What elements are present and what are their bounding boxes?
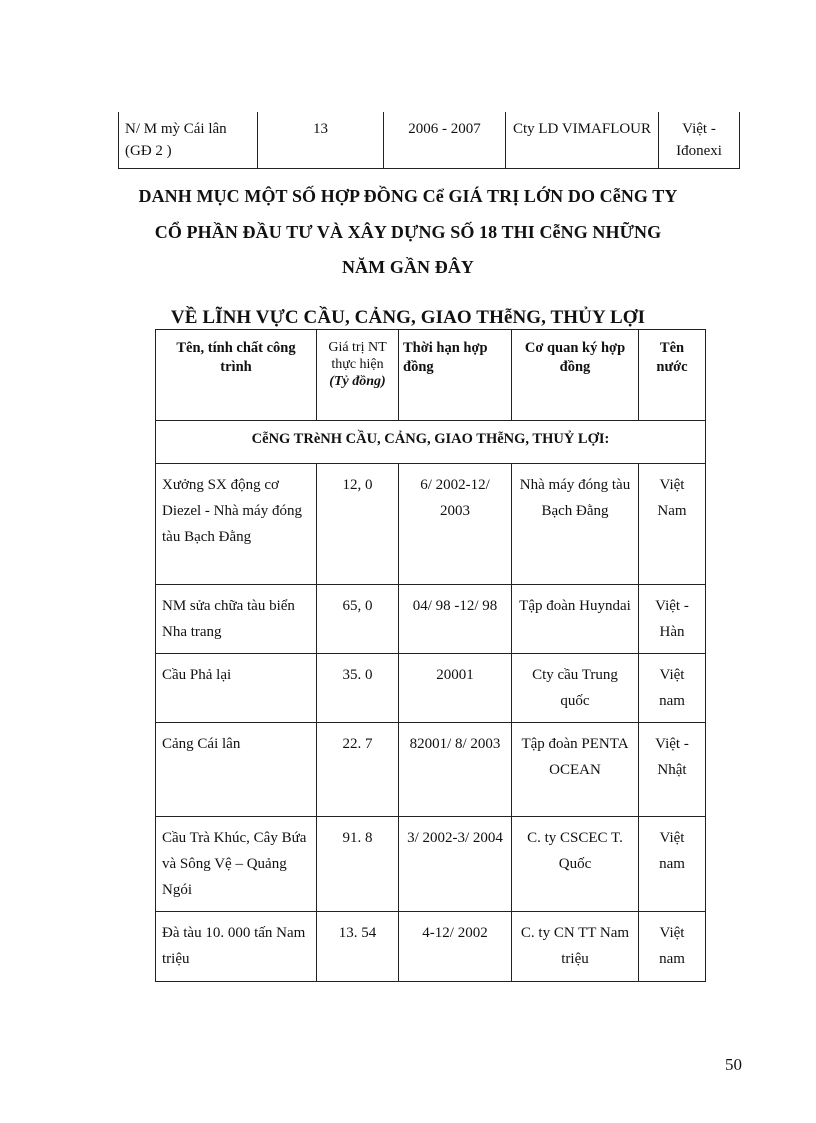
cell-name: Cầu Trà Khúc, Cây Bứa và Sông Vệ – Quảng Ngói (156, 817, 317, 912)
section-subtitle: VỀ LĨNH VỰC CẦU, CẢNG, GIAO THễNG, THỦY LỢI (170, 307, 646, 328)
continuation-table (118, 112, 740, 169)
header-name: Tên, tính chất công trình (156, 330, 317, 421)
header-agency: Cơ quan ký hợp đồng (512, 330, 639, 421)
cell-name: Đà tàu 10. 000 tấn Nam triệu (156, 912, 317, 982)
cell-country: Việt - Iđonexi (659, 112, 740, 169)
cell-agency: Tập đoàn Huyndai (512, 585, 639, 654)
cell-name: N/ M mỳ Cái lân (GĐ 2 ) (119, 112, 258, 169)
document-title-line-2: CỔ PHẦN ĐẦU TƯ VÀ XÂY DỰNG SỐ 18 THI CễNG NHỮNG (154, 222, 662, 242)
cell-agency: C. ty CN TT Nam triệu (512, 912, 639, 982)
cell-value: 13. 54 (317, 912, 399, 982)
cell-value: 35. 0 (317, 654, 399, 723)
cell-agency: Nhà máy đóng tàu Bạch Đằng (512, 464, 639, 585)
header-value (317, 330, 399, 421)
table-row (156, 464, 706, 585)
cell-name: NM sửa chữa tàu biển Nha trang (156, 585, 317, 654)
cell-country: Việt nam (639, 654, 706, 723)
cell-agency: Tập đoàn PENTA OCEAN (512, 723, 639, 817)
table-row (156, 817, 706, 912)
cell-period: 04/ 98 -12/ 98 (399, 585, 512, 654)
section-title: CễNG TRèNH CẦU, CẢNG, GIAO THễNG, THUỶ LỢI: (156, 421, 706, 464)
cell-country: Việt - Nhật (639, 723, 706, 817)
cell-value: 22. 7 (317, 723, 399, 817)
page-number: 50 (725, 1055, 742, 1074)
cell-country: Việt nam (639, 817, 706, 912)
header-value-unit: (Tỷ đồng) (329, 374, 386, 389)
section-row (156, 421, 706, 464)
table-row (119, 112, 740, 169)
table-header-row (156, 330, 706, 421)
cell-name: Xưởng SX động cơ Diezel - Nhà máy đóng tàu Bạch Đằng (156, 464, 317, 585)
header-value-label: Giá trị NT thực hiện (328, 340, 387, 372)
cell-period: 6/ 2002-12/ 2003 (399, 464, 512, 585)
cell-period: 82001/ 8/ 2003 (399, 723, 512, 817)
table-row (156, 723, 706, 817)
cell-country: Việt - Hàn (639, 585, 706, 654)
cell-name: Cảng Cái lân (156, 723, 317, 817)
cell-period: 4-12/ 2002 (399, 912, 512, 982)
cell-agency: Cty cầu Trung quốc (512, 654, 639, 723)
cell-name: Cầu Phả lại (156, 654, 317, 723)
table-row (156, 912, 706, 982)
cell-period: 3/ 2002-3/ 2004 (399, 817, 512, 912)
table-row (156, 654, 706, 723)
cell-country: Việt Nam (639, 464, 706, 585)
document-title-line-3: NĂM GẦN ĐÂY (341, 257, 475, 277)
cell-agency: Cty LD VIMAFLOUR (506, 112, 659, 169)
document-title-line-1: DANH MỤC MỘT SỐ HỢP ĐỒNG Cể GIÁ TRỊ LỚN DO CễNG TY (138, 186, 678, 206)
header-country: Tên nước (639, 330, 706, 421)
cell-country: Việt nam (639, 912, 706, 982)
cell-period: 2006 - 2007 (384, 112, 506, 169)
cell-agency: C. ty CSCEC T. Quốc (512, 817, 639, 912)
cell-value: 65, 0 (317, 585, 399, 654)
cell-value: 13 (258, 112, 384, 169)
table-row (156, 585, 706, 654)
cell-period: 20001 (399, 654, 512, 723)
header-period: Thời hạn hợp đồng (399, 330, 512, 421)
cell-value: 91. 8 (317, 817, 399, 912)
contracts-table (155, 329, 706, 982)
cell-value: 12, 0 (317, 464, 399, 585)
